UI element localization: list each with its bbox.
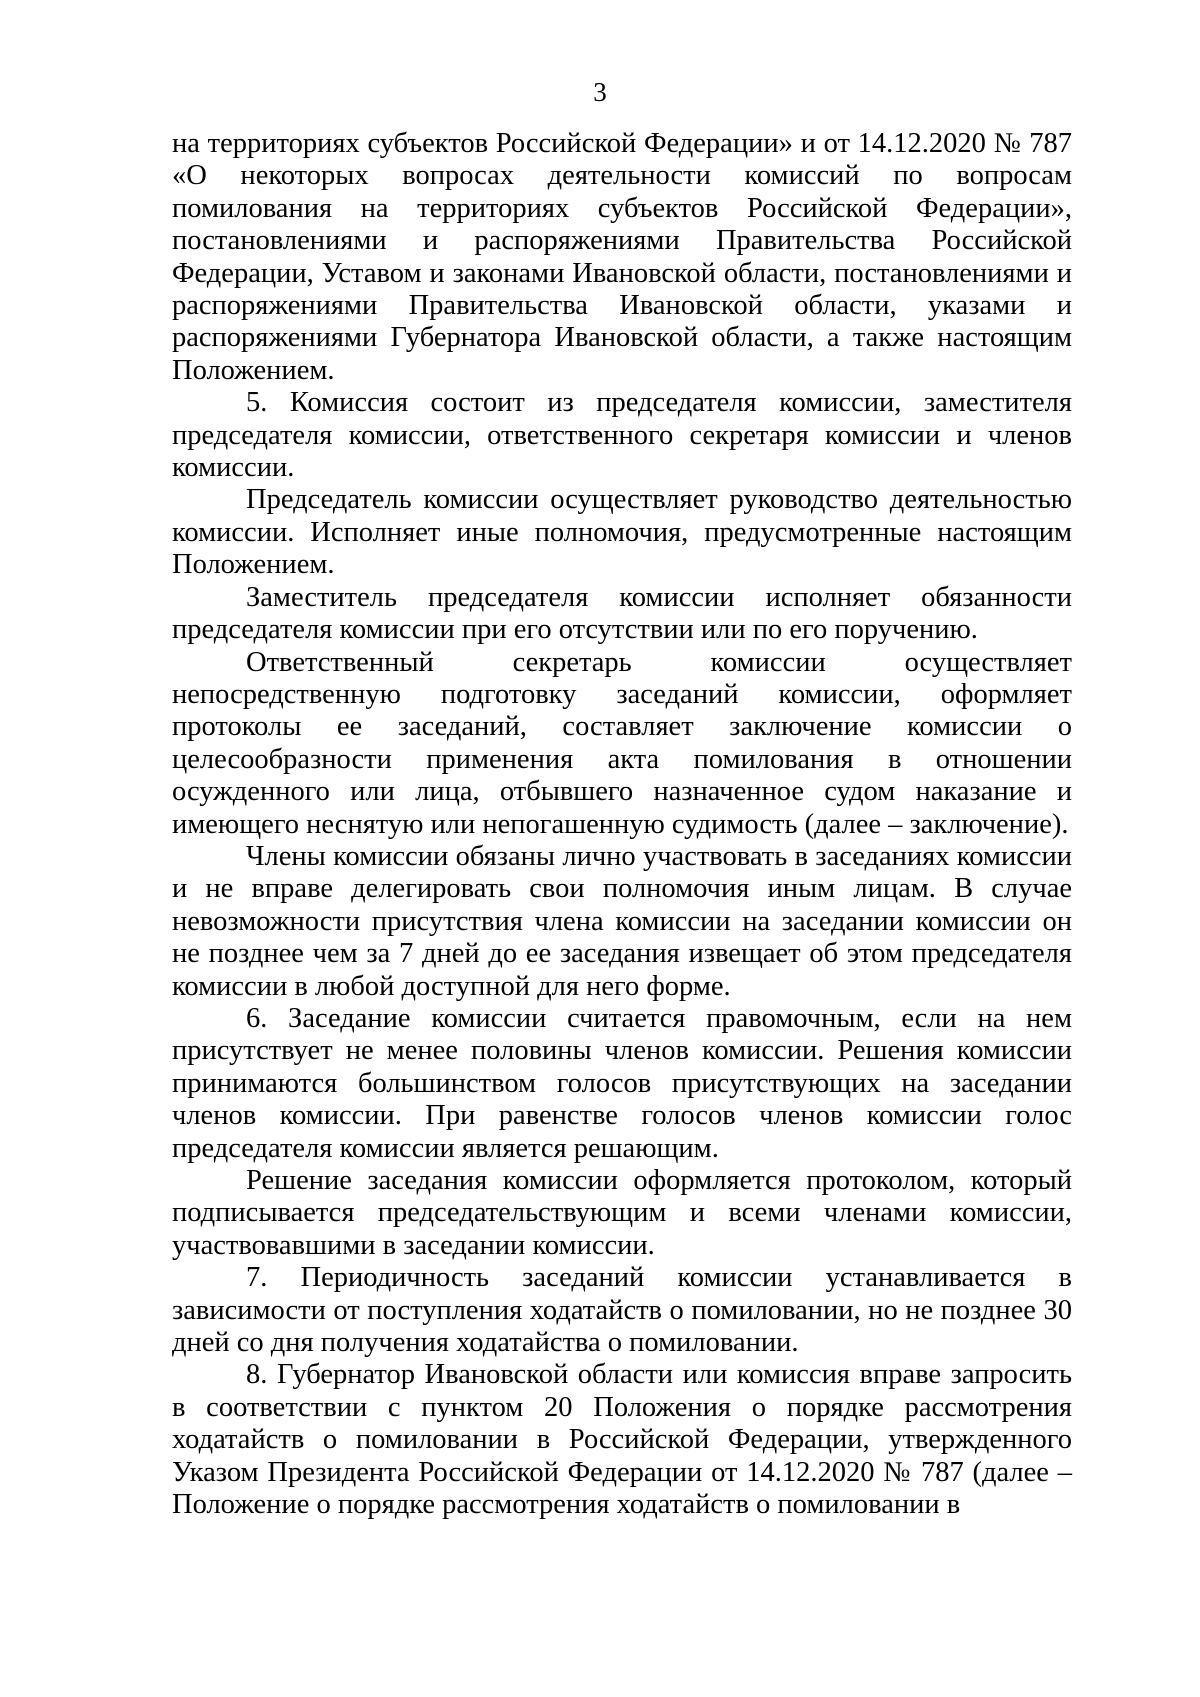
paragraph-item-5: 5. Комиссия состоит из председателя комиссии, заместителя председателя комиссии, ответственного секретаря комиссии и членов комиссии. [172,387,1072,484]
document-body [172,128,1072,1521]
paragraph-item-6: 6. Заседание комиссии считается правомочным, если на нем присутствует не менее половины членов комиссии. Решения комиссии принимаются большинством голосов присутствующих на заседании членов комиссии. При равенстве голосов членов комиссии голос председателя комиссии является решающим. [172,1002,1072,1164]
page-number: 3 [593,77,607,107]
paragraph-secretary: Ответственный секретарь комиссии осуществляет непосредственную подготовку заседаний комиссии, оформляет протоколы ее заседаний, составляет заключение комиссии о целесообразности применения акта помилования в отношении осужденного или лица, отбывшего назначенное судом наказание и имеющего неснятую или непогашенную судимость (далее – заключение). [172,646,1072,840]
paragraph-members: Члены комиссии обязаны лично участвовать в заседаниях комиссии и не вправе делегировать свои полномочия иным лицам. В случае невозможности присутствия члена комиссии на заседании комиссии он не позднее чем за 7 дней до ее заседания извещает об этом председателя комиссии в любой доступной для него форме. [172,840,1072,1002]
paragraph-item-7: 7. Периодичность заседаний комиссии устанавливается в зависимости от поступления ходатайств о помиловании, но не позднее 30 дней со дня получения ходатайства о помиловании. [172,1262,1072,1359]
paragraph-protocol: Решение заседания комиссии оформляется протоколом, который подписывается председательствующим и всеми членами комиссии, участвовавшими в заседании комиссии. [172,1165,1072,1261]
paragraph-chairman: Председатель комиссии осуществляет руководство деятельностью комиссии. Исполняет иные полномочия, предусмотренные настоящим Положением. [172,484,1072,581]
paragraph-deputy-chairman: Заместитель председателя комиссии исполняет обязанности председателя комиссии при его отсутствии или по его поручению. [172,581,1072,646]
paragraph-item-8: 8. Губернатор Ивановской области или комиссия вправе запросить в соответствии с пунктом 20 Положения о порядке рассмотрения ходатайств о помиловании в Российской Федерации, утвержденного Указом Президента Российской Федерации от 14.12.2020 № 787 (далее – Положение о порядке рассмотрения ходатайств о помиловании в [172,1359,1072,1521]
paragraph-continuation: на территориях субъектов Российской Федерации» и от 14.12.2020 № 787 «О некоторых вопросах деятельности комиссий по вопросам помилования на территориях субъектов Российской Федерации», постановлениями и распоряжениями Правительства Российской Федерации, Уставом и законами Ивановской области, постановлениями и распоряжениями Правительства Ивановской области, указами и распоряжениями Губернатора Ивановской области, а также настоящим Положением. [172,128,1072,386]
